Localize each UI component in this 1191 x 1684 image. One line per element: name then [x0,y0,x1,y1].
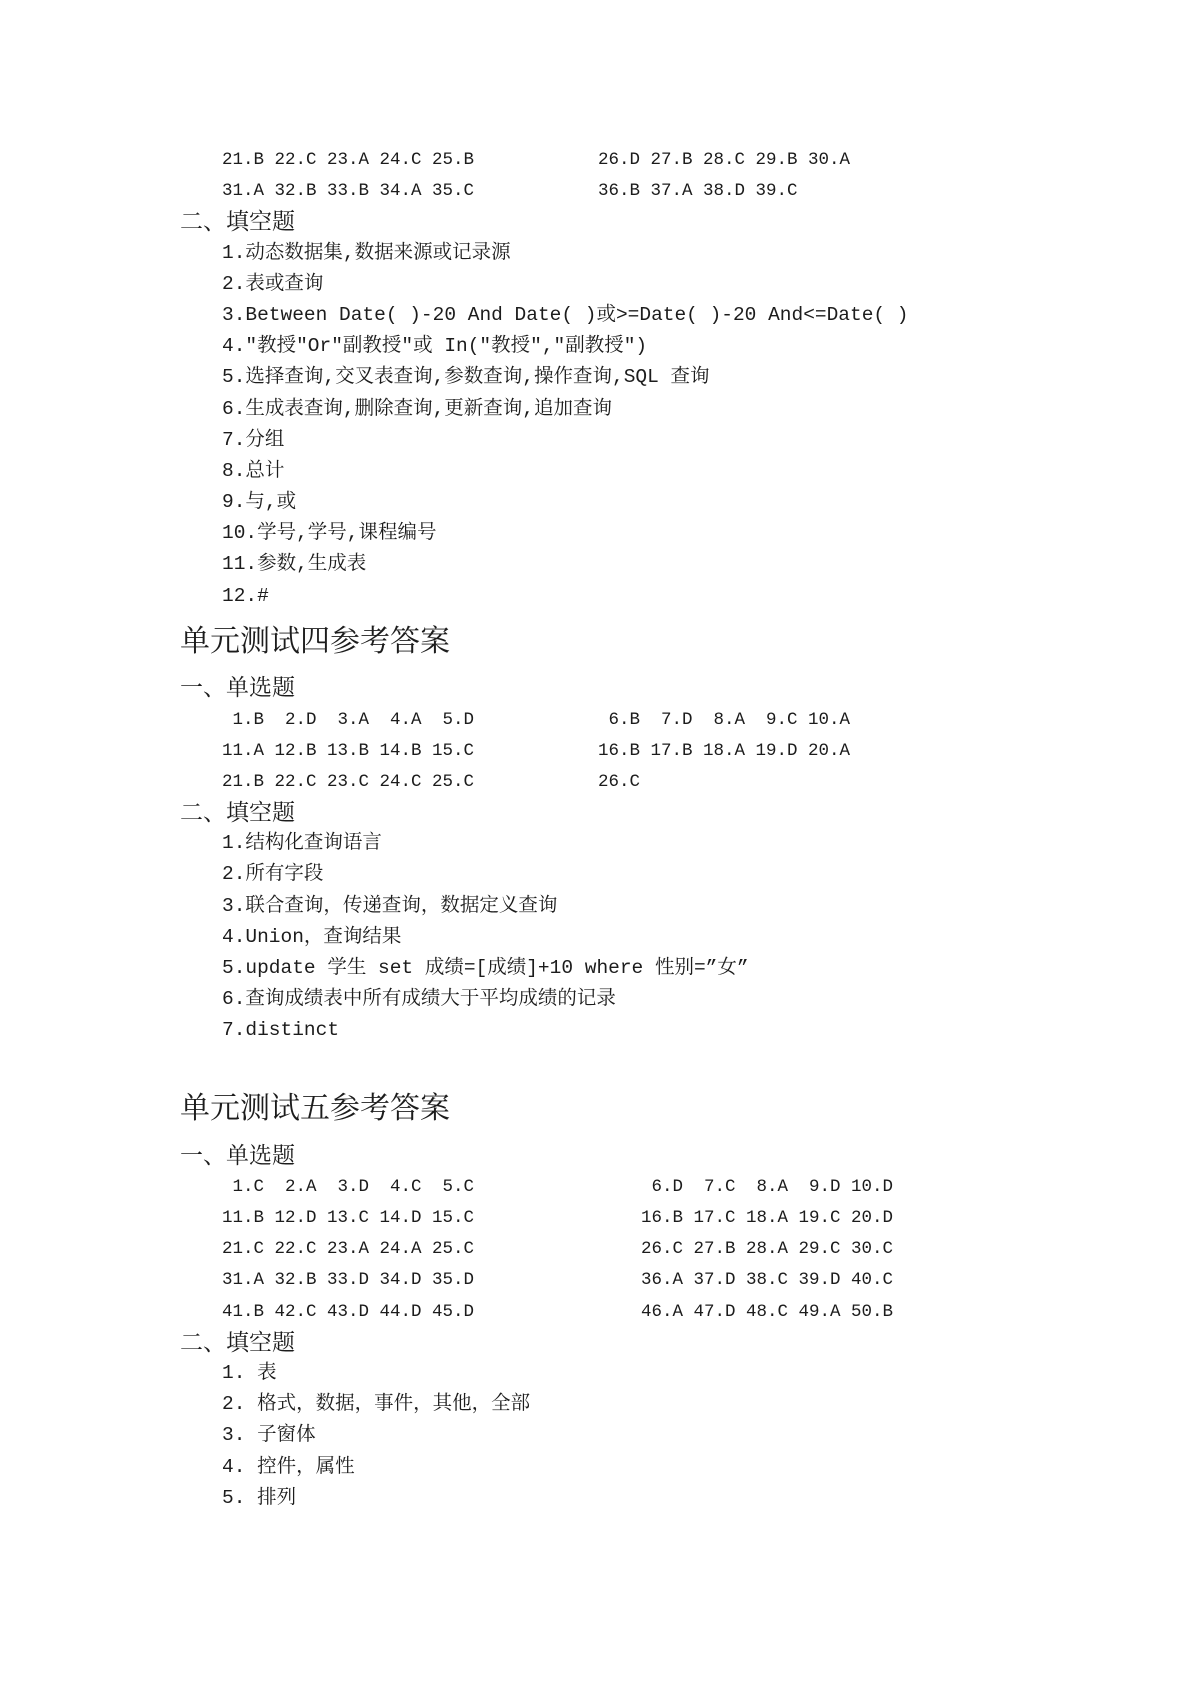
answer-item: 27.B [650,150,693,170]
answer-item: 14.B [379,740,422,761]
answer-item: 24.C [379,771,422,792]
answer-group-right [641,1296,904,1327]
fill-answer: 4."教授"Or"副教授"或 In("教授","副教授") [222,335,648,358]
answer-item: 18.A [746,1208,789,1229]
answer-row [0,704,1191,735]
answer-group-right [598,766,651,797]
answer-item: 4.A [389,709,422,730]
answer-item: 12.D [274,1208,317,1229]
answer-item: 9.C [765,709,798,730]
answer-item: 5.C [442,1176,474,1197]
answer-row [0,175,1191,206]
answer-row [0,735,1191,766]
choice-answer-grid [0,1171,1191,1327]
answer-item: 1.C [232,1176,264,1197]
answer-item: 33.B [327,181,370,202]
answer-item: 27.B [693,1239,736,1260]
answer-item: 35.D [432,1270,475,1291]
fill-answer: 1. 表 [222,1361,277,1384]
choice-answer-grid [0,704,1191,798]
answer-item: 29.C [798,1239,841,1260]
answer-item: 8.A [756,1176,788,1197]
answer-item: 36.A [641,1270,684,1291]
answer-item: 41.B [222,1301,265,1322]
answer-row [0,1202,1191,1233]
fill-answer: 5.update 学生 set 成绩=[成绩]+10 where 性别=”女” [222,957,749,979]
answer-item: 22.C [274,771,317,792]
answer-item: 36.B [598,181,641,202]
answer-group-left [222,144,485,175]
answer-item: 38.D [703,181,746,202]
answer-item: 37.A [650,181,693,202]
answer-item: 34.A [379,181,422,202]
answer-item: 38.C [746,1270,789,1291]
answer-item: 1.B [232,709,264,730]
answer-item: 23.A [327,150,370,170]
answer-item: 34.D [379,1270,422,1291]
answer-item: 28.A [746,1239,789,1260]
answer-item: 44.D [379,1301,422,1322]
fill-answer: 7.分组 [222,428,285,451]
answer-item: 17.B [650,740,693,761]
fill-answer: 10.学号,学号,课程编号 [222,522,437,545]
answer-item: 19.C [798,1208,841,1229]
answer-item: 5.D [442,709,474,730]
answer-item: 21.C [222,1239,265,1260]
answer-item: 11.A [222,740,265,761]
answer-item: 25.C [432,771,475,792]
answer-item: 28.C [703,150,746,170]
fill-answer: 7.distinct [222,1019,340,1042]
answer-group-left [222,175,485,206]
answer-item: 3.A [337,709,369,730]
answer-item: 31.A [222,1270,265,1291]
answer-item: 3.D [337,1176,369,1197]
fill-blank-heading: 二、填空题 [180,209,295,235]
answer-item: 42.C [274,1301,317,1322]
single-choice-heading: 一、单选题 [180,1142,295,1168]
answer-row [0,144,1191,175]
answer-group-left [222,1264,485,1295]
answer-row [0,1264,1191,1295]
answer-item: 4.C [389,1176,422,1197]
answer-item: 12.B [274,740,317,761]
answer-group-right [641,1171,904,1202]
answer-item: 40.C [851,1270,894,1291]
fill-answer: 6.查询成绩表中所有成绩大于平均成绩的记录 [222,988,616,1011]
answer-item: 24.A [379,1239,422,1260]
answer-item: 14.D [379,1208,422,1229]
answer-item: 26.C [641,1239,684,1260]
single-choice-heading: 一、单选题 [180,675,295,701]
answer-group-right [641,1202,904,1233]
answer-item: 47.D [693,1301,736,1322]
answer-item: 22.C [274,1239,317,1260]
fill-blank-heading: 二、填空题 [180,800,295,826]
answer-group-left [222,1296,485,1327]
unit4-body [0,672,1191,1046]
answer-group-right [598,144,861,175]
answer-group-right [641,1233,904,1264]
answer-item: 2.A [284,1176,317,1197]
answer-item: 25.B [432,150,475,170]
fill-answer: 1.动态数据集,数据来源或记录源 [222,241,511,264]
answer-group-left [222,1233,485,1264]
answer-group-left [222,766,485,797]
choice-answer-grid [0,144,1191,206]
unit5-section [0,1089,1191,1514]
answer-item: 8.A [713,709,745,730]
answer-item: 20.D [851,1208,894,1229]
fill-answer: 4.Union，查询结果 [222,925,402,948]
answer-item: 31.A [222,181,265,202]
answer-group-right [598,735,861,766]
fill-answer: 6.生成表查询,删除查询,更新查询,追加查询 [222,397,613,420]
answer-item: 37.D [693,1270,736,1291]
fill-answer: 8.总计 [222,459,285,482]
answer-item: 15.C [432,740,475,761]
answer-item: 17.C [693,1208,736,1229]
answer-item: 39.D [798,1270,841,1291]
answer-item: 32.B [274,181,317,202]
answer-item: 7.D [660,709,693,730]
answer-group-right [641,1264,904,1295]
fill-answer: 11.参数,生成表 [222,553,367,576]
answer-item: 35.C [432,181,475,202]
answer-item: 48.C [746,1301,789,1322]
unit5-title: 单元测试五参考答案 [180,1092,450,1126]
answer-item: 24.C [379,150,422,170]
answer-item: 23.A [327,1239,370,1260]
answer-item: 6.B [608,709,640,730]
answer-item: 39.C [755,181,798,202]
answer-item: 2.D [284,709,317,730]
fill-answer: 9.与,或 [222,491,297,514]
answer-item: 50.B [851,1301,894,1322]
answer-item: 30.C [851,1239,894,1260]
fill-blank-heading: 二、填空题 [180,1329,295,1355]
answer-item: 13.C [327,1208,370,1229]
answer-item: 30.A [808,150,851,170]
fill-answer: 2.所有字段 [222,863,324,886]
answer-item: 11.B [222,1208,265,1229]
answer-item: 7.C [703,1176,736,1197]
answer-item: 16.B [641,1208,684,1229]
answer-group-left [222,704,485,735]
answer-row [0,1296,1191,1327]
answer-item: 15.C [432,1208,475,1229]
answer-item: 10.A [808,709,851,730]
answer-group-left [222,1202,485,1233]
fill-answer: 3.Between Date( )-20 And Date( )或>=Date( )-20 And<=Date( ) [222,303,909,326]
answer-item: 23.C [327,771,370,792]
unit5-body [0,1140,1191,1514]
fill-answer: 4. 控件，属性 [222,1455,355,1478]
answer-item: 45.D [432,1301,475,1322]
answer-item: 6.D [651,1176,683,1197]
fill-answer: 2. 格式，数据，事件，其他，全部 [222,1393,531,1416]
answer-item: 20.A [808,740,851,761]
answer-row [0,766,1191,797]
fill-answer: 3.联合查询，传递查询，数据定义查询 [222,894,558,917]
answer-item: 16.B [598,740,641,761]
answer-group-left [222,735,485,766]
answer-item: 43.D [327,1301,370,1322]
unit3-tail-section [0,144,1191,612]
fill-answer: 3. 子窗体 [222,1424,316,1447]
answer-item: 9.D [808,1176,841,1197]
answer-row [0,1233,1191,1264]
answer-item: 10.D [851,1176,894,1197]
answer-item: 33.D [327,1270,370,1291]
answer-item: 21.B [222,771,265,792]
answer-item: 13.B [327,740,370,761]
answer-item: 25.C [432,1239,475,1260]
answer-item: 29.B [755,150,798,170]
answer-item: 18.A [703,740,746,761]
answer-item: 49.A [798,1301,841,1322]
answer-item: 19.D [755,740,798,761]
answer-item: 21.B [222,150,265,170]
fill-answer: 5.选择查询,交叉表查询,参数查询,操作查询,SQL 查询 [222,366,710,389]
answer-row [0,1171,1191,1202]
unit4-section [0,622,1191,1047]
answer-group-right [598,704,861,735]
answer-group-right [598,175,808,206]
unit4-title: 单元测试四参考答案 [180,624,450,658]
fill-answer: 5. 排列 [222,1486,297,1509]
answer-group-left [222,1171,485,1202]
answer-item: 46.A [641,1301,684,1322]
answer-item: 26.D [598,150,641,170]
fill-answer: 1.结构化查询语言 [222,832,382,855]
fill-answer: 12.# [222,584,269,607]
answer-item: 32.B [274,1270,317,1291]
answer-item: 26.C [598,771,641,792]
document-body [0,144,1191,1514]
fill-answer: 2.表或查询 [222,272,324,295]
answer-item: 22.C [274,150,317,170]
